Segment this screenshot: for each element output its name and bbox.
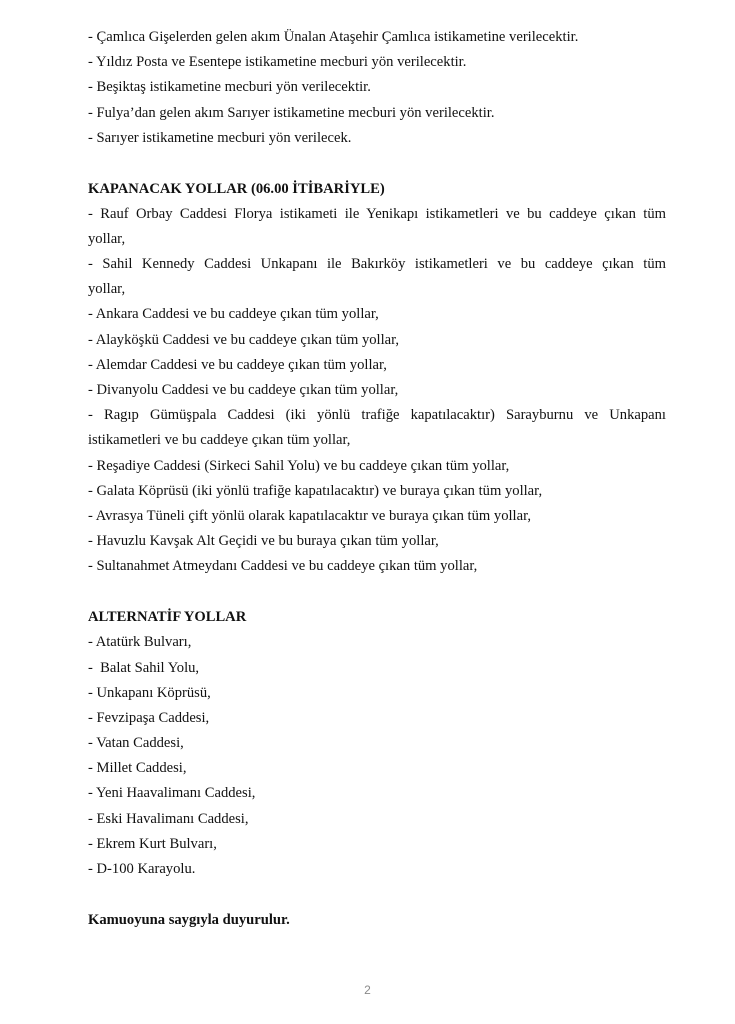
list-item: - Sultanahmet Atmeydanı Caddesi ve bu caddeye çıkan tüm yollar, [88,558,478,575]
section-heading: KAPANACAK YOLLAR (06.00 İTİBARİYLE) [88,180,385,197]
list-item: - Yeni Haavalimanı Caddesi, [88,785,256,802]
list-item: - Çamlıca Gişelerden gelen akım Ünalan Ataşehir Çamlıca istikametine verilecektir. [88,29,579,45]
list-item: - Havuzlu Kavşak Alt Geçidi ve bu buraya çıkan tüm yollar, [88,533,439,550]
list-item: - D-100 Karayolu. [88,861,196,877]
list-item: - Fevzipaşa Caddesi, [88,709,210,726]
list-item: - Balat Sahil Yolu, [88,659,200,676]
list-item [88,405,666,455]
list-item [88,254,666,304]
list-item: - Yıldız Posta ve Esentepe istikametine mecburi yön verilecektir. [88,54,467,71]
list-item [88,204,666,254]
list-item: - Sarıyer istikametine mecburi yön verilecek. [88,129,352,146]
closing-statement: Kamuoyuna saygıyla duyurulur. [88,911,290,928]
list-item: - Vatan Caddesi, [88,735,184,752]
list-item: - Divanyolu Caddesi ve bu caddeye çıkan tüm yollar, [88,382,399,399]
list-item: - Galata Köprüsü (iki yönlü trafiğe kapatılacaktır) ve buraya çıkan tüm yollar, [88,482,543,499]
list-item-line: - Sahil Kennedy Caddesi Unkapanı ile Bakırköy istikametleri ve bu caddeye çıkan tüm [88,256,666,273]
list-item: - Unkapanı Köprüsü, [88,684,211,701]
list-item: - Millet Caddesi, [88,760,187,777]
list-item-line: yollar, [88,230,126,247]
list-item-line: - Ragıp Gümüşpala Caddesi (iki yönlü trafiğe kapatılacaktır) Sarayburnu ve Unkapanı [88,407,666,424]
closed-roads-section [88,179,666,582]
document-page [88,27,666,930]
list-item: - Alemdar Caddesi ve bu caddeye çıkan tüm yollar, [88,356,387,373]
list-item: - Alayköşkü Caddesi ve bu caddeye çıkan tüm yollar, [88,331,400,348]
list-item: - Fulya’dan gelen akım Sarıyer istikametine mecburi yön verilecektir. [88,104,495,121]
list-item-line: yollar, [88,281,126,298]
list-item: - Ankara Caddesi ve bu caddeye çıkan tüm yollar, [88,306,379,323]
list-item-line: - Rauf Orbay Caddesi Florya istikameti ile Yenikapı istikametleri ve bu caddeye çıkan tüm [88,205,666,222]
list-item: - Avrasya Tüneli çift yönlü olarak kapatılacaktır ve buraya çıkan tüm yollar, [88,507,532,524]
alternative-roads-section [88,607,666,884]
list-item: - Atatürk Bulvarı, [88,634,192,651]
page-number: 2 [364,983,371,997]
list-item-line: istikametleri ve bu caddeye çıkan tüm yollar, [88,432,351,449]
section-heading: ALTERNATİF YOLLAR [88,609,247,626]
list-item: - Reşadiye Caddesi (Sirkeci Sahil Yolu) ve bu caddeye çıkan tüm yollar, [88,457,510,474]
list-item: - Ekrem Kurt Bulvarı, [88,835,217,852]
intro-list [88,27,666,153]
list-item: - Eski Havalimanı Caddesi, [88,810,249,827]
list-item: - Beşiktaş istikametine mecburi yön verilecektir. [88,79,371,96]
